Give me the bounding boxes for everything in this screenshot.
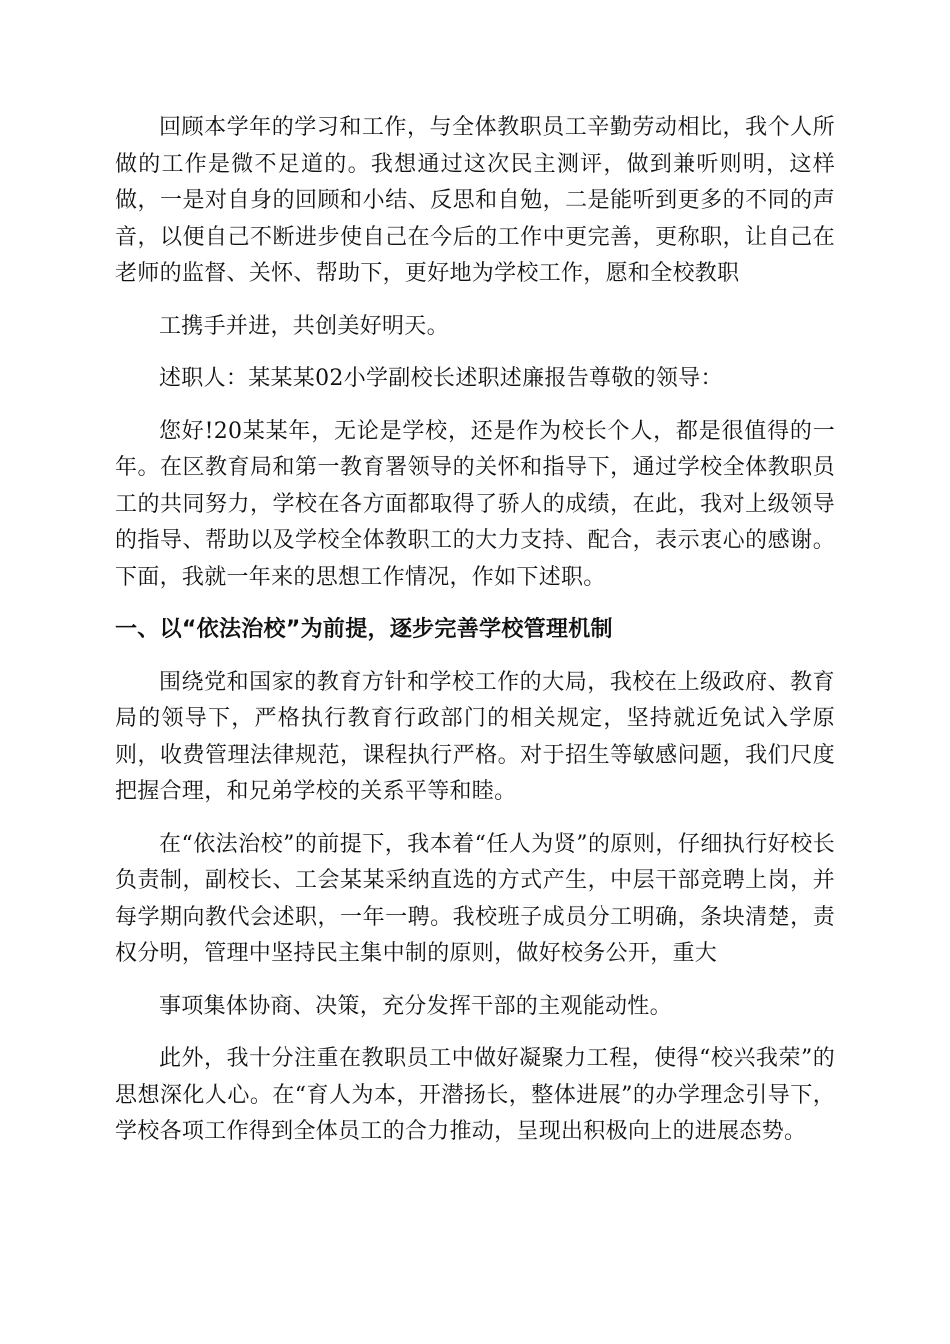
document-page [115,110,835,1167]
section-heading-1: 一、以“依法治校”为前提，逐步完善学校管理机制 [115,617,613,642]
paragraph-reporter: 述职人：某某某02小学副校长述职述廉报告尊敬的领导： [159,366,723,391]
paragraph-greeting: 您好!20某某年，无论是学校，还是作为校长个人，都是很值得的一年。在区教育局和第一教育署领导的关怀和指导下，通过学校全体教职员工的共同努力，学校在各方面都取得了骄人的成绩，在此，我对上级领导的指导、帮助以及学校全体教职工的大力支持、配合，表示衷心的感谢。下面，我就一年来的思想工作情况，作如下述职。 [115,418,835,590]
paragraph-policy: 围绕党和国家的教育方针和学校工作的大局，我校在上级政府、教育局的领导下，严格执行教育行政部门的相关规定，坚持就近免试入学原则，收费管理法律规范，课程执行严格。对于招生等敏感问题，我们尺度把握合理，和兄弟学校的关系平等和睦。 [115,669,835,804]
paragraph-together: 工携手并进，共创美好明天。 [159,313,449,339]
paragraph-governance: 在“依法治校”的前提下，我本着“任人为贤”的原则，仔细执行好校长负责制，副校长、工会某某采纳直选的方式产生，中层干部竞聘上岗，并每学期向教代会述职，一年一聘。我校班子成员分工明确，条块清楚，责权分明，管理中坚持民主集中制的原则，做好校务公开，重大 [115,831,835,966]
paragraph-decisions: 事项集体协商、决策，充分发挥干部的主观能动性。 [159,993,672,1019]
paragraph-cohesion: 此外，我十分注重在教职员工中做好凝聚力工程，使得“校兴我荣”的思想深化人心。在“育人为本，开潜扬长，整体进展”的办学理念引导下，学校各项工作得到全体员工的合力推动，呈现出积极向上的进展态势。 [115,1046,835,1144]
paragraph-review: 回顾本学年的学习和工作，与全体教职员工辛勤劳动相比，我个人所做的工作是微不足道的。我想通过这次民主测评，做到兼听则明，这样做，一是对自身的回顾和小结、反思和自勉，二是能听到更多的不同的声音，以便自己不断进步使自己在今后的工作中更完善，更称职，让自己在老师的监督、关怀、帮助下，更好地为学校工作，愿和全校教职 [115,115,835,286]
